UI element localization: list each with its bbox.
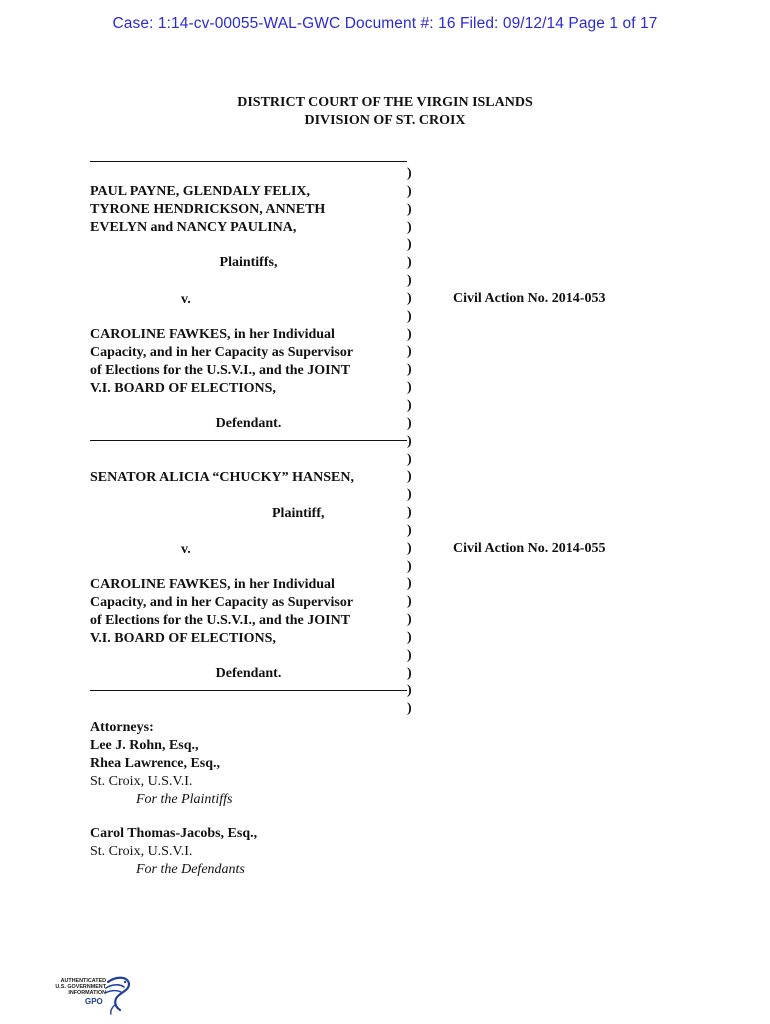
attorney-location: St. Croix, U.S.V.I. (90, 844, 193, 859)
case1-versus: v. (181, 292, 191, 307)
caption-parentheses: ) ) ) ) ) ) ) ) ) ) ) ) ) ) ) ) ) ) ) ) ) ) ) ) ) ) ) ) ) ) ) (407, 166, 412, 717)
plaintiff-line: EVELYN and NANCY PAULINA, (90, 220, 297, 235)
caption-mid-rule (90, 440, 407, 441)
eagle-icon (102, 974, 132, 1016)
gpo-authentication-logo (40, 970, 132, 1018)
case2-plaintiff-label: Plaintiff, (272, 506, 325, 521)
case2-defendant (90, 576, 353, 648)
logo-text-line: U.S. GOVERNMENT (55, 984, 106, 990)
court-heading (0, 94, 770, 130)
defendant-line: of Elections for the U.S.V.I., and the JOINT (90, 363, 351, 378)
attorney-name: Carol Thomas-Jacobs, Esq., (90, 826, 258, 841)
defendant-line: Capacity, and in her Capacity as Supervisor (90, 345, 354, 360)
defense-attorneys-block (90, 825, 257, 879)
plaintiff-line: TYRONE HENDRICKSON, ANNETH (90, 202, 326, 217)
defendant-line: of Elections for the U.S.V.I., and the JOINT (90, 613, 351, 628)
case1-civil-action: Civil Action No. 2014-053 (453, 291, 606, 306)
logo-text-line: AUTHENTICATED (60, 978, 106, 984)
case2-versus: v. (181, 542, 191, 557)
case2-defendant-label: Defendant. (215, 666, 282, 681)
document-stamp: Case: 1:14-cv-00055-WAL-GWC Document #: 16 Filed: 09/12/14 Page 1 of 17 (112, 15, 658, 32)
logo-mark: GPO (85, 997, 103, 1006)
caption-bottom-rule (90, 690, 407, 691)
defendant-line: V.I. BOARD OF ELECTIONS, (90, 381, 276, 396)
plaintiff-line: PAUL PAYNE, GLENDALY FELIX, (90, 184, 311, 199)
attorneys-heading: Attorneys: (90, 720, 154, 735)
case1-plaintiffs-label: Plaintiffs, (219, 255, 278, 270)
attorney-role: For the Defendants (136, 862, 245, 877)
case1-defendant-label: Defendant. (215, 416, 282, 431)
defendant-line: Capacity, and in her Capacity as Supervisor (90, 595, 354, 610)
case1-defendant (90, 326, 353, 398)
defendant-line: V.I. BOARD OF ELECTIONS, (90, 631, 276, 646)
attorneys-block (90, 719, 232, 809)
caption-top-rule (90, 161, 407, 162)
defendant-line: CAROLINE FAWKES, in her Individual (90, 327, 335, 342)
logo-text-line: INFORMATION (68, 990, 106, 996)
case2-civil-action: Civil Action No. 2014-055 (453, 541, 606, 556)
attorney-name: Lee J. Rohn, Esq., (90, 738, 199, 753)
court-division: DIVISION OF ST. CROIX (304, 113, 466, 128)
case2-plaintiff: SENATOR ALICIA “CHUCKY” HANSEN, (90, 470, 354, 485)
defendant-line: CAROLINE FAWKES, in her Individual (90, 577, 335, 592)
attorney-name: Rhea Lawrence, Esq., (90, 756, 221, 771)
court-name: DISTRICT COURT OF THE VIRGIN ISLANDS (237, 95, 533, 110)
case1-plaintiffs (90, 183, 325, 237)
attorney-role: For the Plaintiffs (136, 792, 233, 807)
attorney-location: St. Croix, U.S.V.I. (90, 774, 193, 789)
